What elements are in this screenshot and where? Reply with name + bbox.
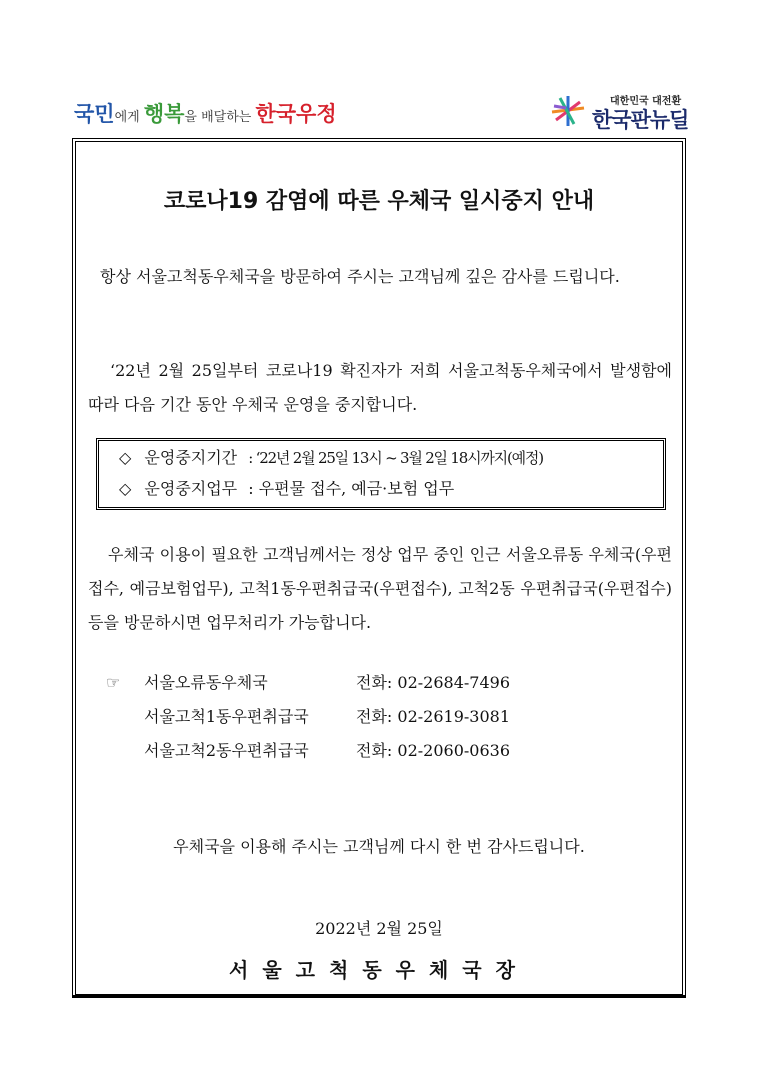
office-name: 서울고척1동우편취급국 — [144, 707, 309, 726]
diamond-bullet-icon: ◇ — [119, 479, 132, 498]
slogan-part-people: 국민 — [74, 102, 115, 126]
signer-name: 서울고척동우체국장 — [229, 958, 529, 982]
new-deal-subtitle: 대한민국 대전환 — [610, 96, 682, 107]
frame-bottom-border — [72, 995, 686, 998]
suspension-period-row — [119, 443, 543, 473]
korea-post-slogan — [74, 98, 337, 128]
slogan-part-korea-post: 한국우정 — [255, 102, 337, 126]
korean-new-deal-logo — [548, 90, 698, 130]
diamond-bullet-icon: ◇ — [119, 448, 132, 467]
office-name: 서울오류동우체국 — [144, 673, 268, 692]
pointing-hand-icon: ☞ — [106, 673, 121, 692]
period-label: 운영중지기간 — [144, 448, 238, 467]
notice-title: 코로나19 감염에 따른 우체국 일시중지 안내 — [163, 189, 595, 214]
suspension-work-row — [119, 474, 454, 504]
office-phone: 전화: 02-2060-0636 — [356, 741, 510, 760]
slogan-part-happiness: 행복 — [143, 102, 185, 126]
office-phone: 전화: 02-2619-3081 — [356, 707, 510, 726]
office-name: 서울고척2동우편취급국 — [144, 741, 309, 760]
new-deal-title: 한국판뉴딜 — [592, 108, 689, 132]
greeting-paragraph: 항상 서울고척동우체국을 방문하여 주시는 고객님께 깊은 감사를 드립니다. — [100, 267, 620, 286]
notice-frame — [72, 138, 686, 998]
notice-date: 2022년 2월 25일 — [315, 919, 443, 938]
work-value: : 우편물 접수, 예금·보험 업무 — [248, 479, 455, 498]
new-deal-star-icon — [548, 94, 588, 128]
closing-thanks: 우체국을 이용해 주시는 고객님께 다시 한 번 감사드립니다. — [173, 837, 585, 856]
announcement-paragraph: ‘22년 2월 25일부터 코로나19 확진자가 저희 서울고척동우체국에서 발생함에 따라 다음 기간 동안 우체국 운영을 중지합니다. — [88, 361, 672, 414]
suspension-info-box — [96, 438, 666, 510]
slogan-part-deliver: 을 배달하는 — [184, 110, 256, 125]
slogan-part-to: 에게 — [114, 110, 144, 125]
alternative-offices-paragraph: 우체국 이용이 필요한 고객님께서는 정상 업무 중인 인근 서울오류동 우체국(우편접수, 예금보험업무), 고척1동우편취급국(우편접수), 고척2동 우편취급국(우편접수) 등을 방문하시면 업무처리가 가능합니다. — [88, 545, 672, 632]
office-phone: 전화: 02-2684-7496 — [356, 673, 510, 692]
period-value: : ‘22년 2월 25일 13시 ~ 3월 2일 18시까지(예정) — [248, 449, 543, 467]
work-label: 운영중지업무 — [144, 479, 238, 498]
